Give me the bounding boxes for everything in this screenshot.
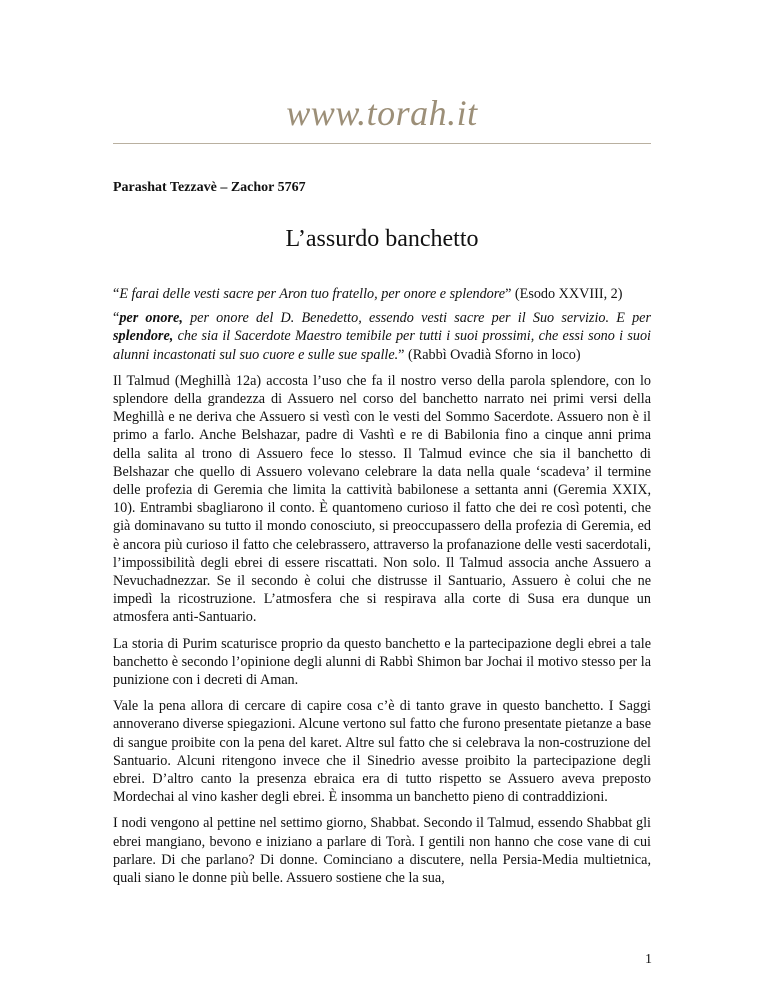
verse-quote <box>113 285 651 303</box>
page-number: 1 <box>645 952 652 967</box>
quote-open: “ <box>113 286 120 302</box>
site-header: www.torah.it <box>286 93 478 133</box>
verse-text: E farai delle vesti sacre per Aron tuo fratello, per onore e splendore <box>119 286 506 302</box>
commentary-text: che sia il Sacerdote Maestro temibile per tutti i suoi prossimi, che essi sono i suoi alunni incastonati sul suo cuore e sulle sue spalle. <box>113 328 651 363</box>
document-subtitle: Parashat Tezzavè – Zachor 5767 <box>113 180 306 195</box>
quote-open: “ <box>113 310 120 327</box>
body-paragraph: La storia di Purim scaturisce proprio da questo banchetto e la partecipazione degli ebrei a tale banchetto è secondo l’opinione degli alunni di Rabbì Shimon bar Jochai il motivo stesso per la punizione con i decreti di Aman. <box>113 635 651 689</box>
commentary-text: per onore del D. Benedetto, essendo vesti sacre per il Suo servizio. E per <box>182 310 651 327</box>
body-paragraph: Vale la pena allora di cercare di capire cosa c’è di tanto grave in questo banchetto. I Saggi annoverano diverse spiegazioni. Alcune vertono sul fatto che furono presentate pietanze a base di sangue proibite con la pena del karet. Altre sul fatto che si celebrava la non-costruzione del Santuario. Alcuni ritengono invece che il Sinedrio avesse proibito la partecipazione degli ebrei. D’altro canto la presenza ebraica era di tutto rispetto se Assuero aveva preposto Mordechai al vino kasher degli ebrei. È insomma un banchetto pieno di contraddizioni. <box>113 698 651 806</box>
document-body <box>113 285 651 895</box>
commentary-keyword: per onore, <box>119 310 183 327</box>
verse-source: ” (Esodo XXVIII, 2) <box>505 286 623 302</box>
commentary-source: ” (Rabbì Ovadià Sforno in loco) <box>398 346 581 363</box>
document-title: L’assurdo banchetto <box>285 226 479 252</box>
header-divider <box>113 143 651 144</box>
body-paragraph: I nodi vengono al pettine nel settimo giorno, Shabbat. Secondo il Talmud, essendo Shabbat gli ebrei mangiano, bevono e iniziano a parlare di Torà. I gentili non hanno che cose vane di cui parlare. Di che parlano? Di donne. Cominciano a discutere, nella Persia-Media multietnica, quali siano le donne più belle. Assuero sostiene che la sua, <box>113 815 651 887</box>
commentary-keyword: splendore, <box>113 328 174 345</box>
commentary-quote <box>113 309 651 364</box>
body-paragraph: Il Talmud (Meghillà 12a) accosta l’uso che fa il nostro verso della parola splendore, con lo splendore della grandezza di Assuero nel corso del banchetto narrato nei primi versi della Meghillà e ne deriva che Assuero si vestì con le vesti del Sommo Sacerdote. Assuero non è il primo a farlo. Anche Belshazar, padre di Vashtì e re di Babilonia fino a cinque anni prima della salita al trono di Assuero fece lo stesso. Il Talmud evince che sia il banchetto di Belshazar che quello di Assuero volevano celebrare la data nella quale ‘scadeva’ il termine delle profezia di Geremia che limita la cattività babilonese a settanta anni (Geremia XXIX, 10). Entrambi sbagliarono il conto. È quantomeno curioso il fatto che dei re così potenti, che già dominavano su tutto il mondo conosciuto, si preoccupassero della profezia di Geremia, ed è ancora più curioso il fatto che celebrassero, attraverso la profanazione delle vesti sacerdotali, l’impossibilità degli ebrei di essere riscattati. Non solo. Il Talmud associa anche Assuero a Nevuchadnezzar. Se il secondo è colui che distrusse il Santuario, Assuero è colui che ne impedì la ricostruzione. L’atmosfera che si respirava alla corte di Susa era dunque un atmosfera anti-Santuario. <box>113 372 651 626</box>
